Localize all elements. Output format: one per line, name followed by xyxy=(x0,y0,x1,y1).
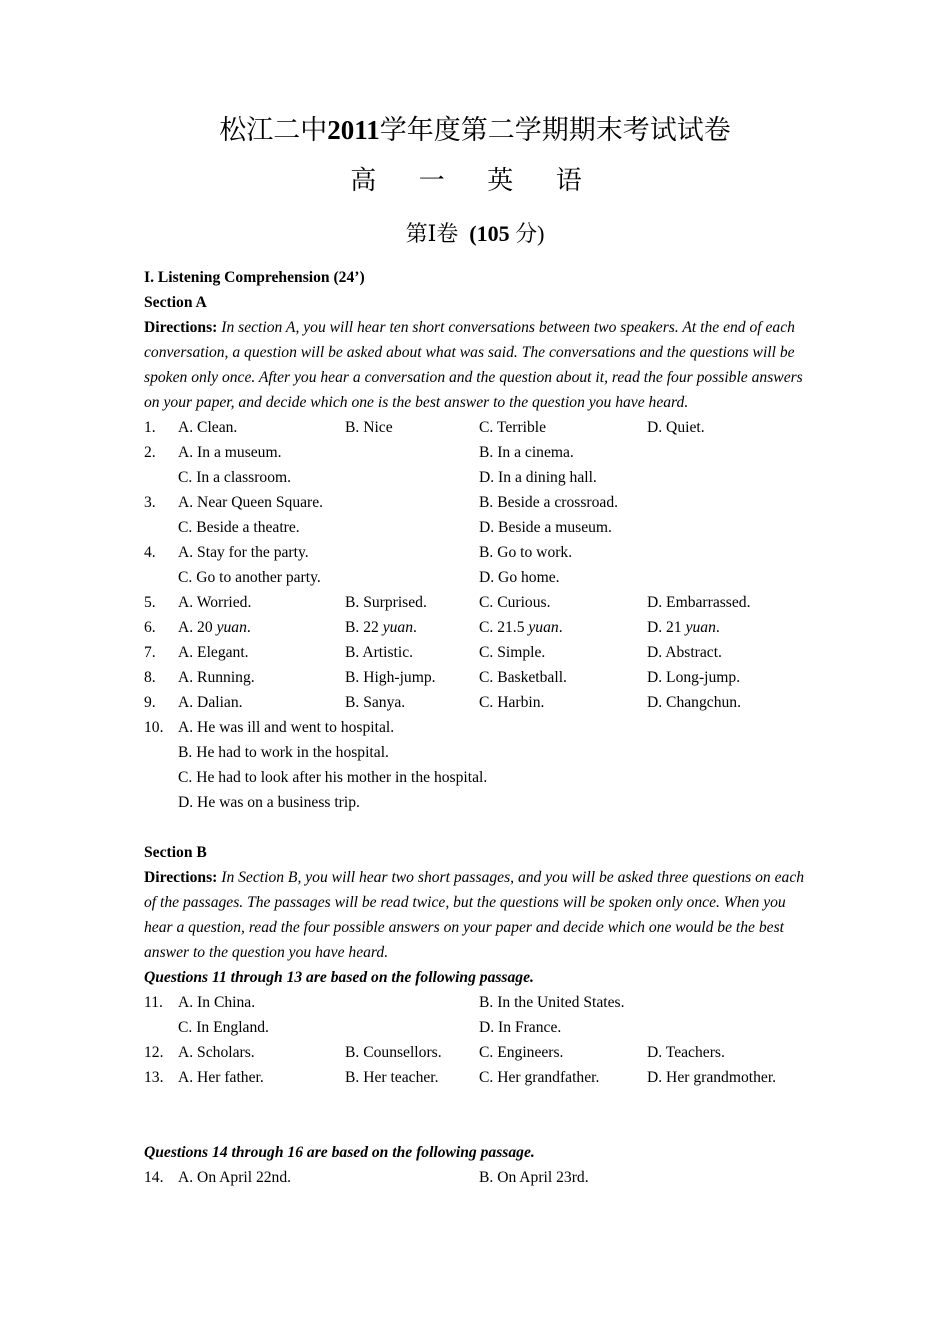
option-d xyxy=(647,615,720,640)
question-number: 1. xyxy=(144,419,156,436)
option-b: B. He had to work in the hospital. xyxy=(178,744,389,761)
question-number: 7. xyxy=(144,644,156,661)
question-number: 11. xyxy=(144,994,163,1011)
option-b-amount: B. 22 xyxy=(345,619,383,636)
title-term: 学年度第二学期期末考试试卷 xyxy=(379,115,731,145)
option-a-period: . xyxy=(246,619,251,636)
option-b: B. Counsellors. xyxy=(345,1044,442,1061)
question-number: 6. xyxy=(144,619,156,636)
passage-1-intro: Questions 11 through 13 are based on the following passage. xyxy=(144,969,534,986)
option-b: B. In the United States. xyxy=(479,994,625,1011)
option-a: A. Dalian. xyxy=(178,694,243,711)
option-b: B. Artistic. xyxy=(345,644,414,661)
option-c: C. Go to another party. xyxy=(178,569,321,586)
question-11 xyxy=(144,990,808,1015)
part1-heading: I. Listening Comprehension (24’) xyxy=(144,269,365,286)
option-b-unit: yuan xyxy=(382,619,414,636)
option-c: C. In a classroom. xyxy=(178,469,292,486)
question-number: 5. xyxy=(144,594,156,611)
option-b-period: . xyxy=(413,619,417,636)
option-c: C. Harbin. xyxy=(479,694,545,711)
question-number: 9. xyxy=(144,694,156,711)
option-d: D. Changchun. xyxy=(647,694,741,711)
option-a: A. Her father. xyxy=(178,1069,264,1086)
option-d: D. Her grandmother. xyxy=(647,1069,777,1086)
option-b: B. Sanya. xyxy=(345,694,406,711)
option-d: D. Long-jump. xyxy=(647,669,741,686)
directions-text: In section A, you will hear ten short conversations between two speakers. At the end of each conversation, a question will be asked about what was said. The conversations and the questions will be spoken only once. After you hear a conversation and the question about it, read the four possible answers on your paper, and decide which one is the best answer to the question you have heard. xyxy=(144,319,803,411)
exam-title xyxy=(0,112,950,148)
question-2-row2 xyxy=(144,465,808,490)
question-3 xyxy=(144,490,808,515)
title-year: 2011 xyxy=(327,115,380,145)
option-c: C. Engineers. xyxy=(479,1044,564,1061)
option-a: A. Near Queen Square. xyxy=(178,494,324,511)
option-d-unit: yuan xyxy=(685,619,716,636)
option-a: A. In China. xyxy=(178,994,256,1011)
option-a: A. Worried. xyxy=(178,594,252,611)
directions-text: In Section B, you will hear two short passages, and you will be asked three questions on each of the passages. The passages will be read twice, but the questions will be spoken only once. When you hear a question, read the four possible answers on your paper and decide which one would be the best answer to the question you have heard. xyxy=(144,869,805,961)
question-number: 13. xyxy=(144,1069,164,1086)
spacer xyxy=(144,1090,808,1115)
option-c: C. Basketball. xyxy=(479,669,567,686)
question-4-row2 xyxy=(144,565,808,590)
volume-score: (105 xyxy=(469,221,510,246)
question-number: 4. xyxy=(144,544,156,561)
question-9 xyxy=(144,690,808,715)
question-10-row3 xyxy=(144,765,808,790)
option-b: B. Go to work. xyxy=(479,544,573,561)
exam-subject: 高 一 英 语 xyxy=(350,166,600,195)
option-a: A. He was ill and went to hospital. xyxy=(178,719,395,736)
passage-2-intro: Questions 14 through 16 are based on the following passage. xyxy=(144,1144,535,1161)
option-a: A. On April 22nd. xyxy=(178,1169,292,1186)
question-14 xyxy=(144,1165,808,1190)
question-3-row2 xyxy=(144,515,808,540)
section-a-directions xyxy=(144,315,808,415)
volume-unit: 分) xyxy=(515,221,545,246)
question-10-row2 xyxy=(144,740,808,765)
option-c: C. Simple. xyxy=(479,644,546,661)
option-c: C. He had to look after his mother in the hospital. xyxy=(178,769,488,786)
question-2 xyxy=(144,440,808,465)
question-4 xyxy=(144,540,808,565)
option-c: C. In England. xyxy=(178,1019,269,1036)
option-b: B. High-jump. xyxy=(345,669,436,686)
spacer xyxy=(144,1115,808,1140)
option-c-period: . xyxy=(558,619,563,636)
question-number: 2. xyxy=(144,444,156,461)
option-a: A. Elegant. xyxy=(178,644,249,661)
option-c-amount: C. 21.5 xyxy=(479,619,529,636)
option-c: C. Terrible xyxy=(479,419,547,436)
question-13 xyxy=(144,1065,808,1090)
question-11-row2 xyxy=(144,1015,808,1040)
option-d-amount: D. 21 xyxy=(647,619,686,636)
option-d: D. Go home. xyxy=(479,569,560,586)
exam-volume xyxy=(0,218,950,250)
option-b: B. Nice xyxy=(345,419,393,436)
option-d: D. He was on a business trip. xyxy=(178,794,360,811)
option-b: B. On April 23rd. xyxy=(479,1169,589,1186)
option-b xyxy=(345,615,417,640)
option-d: D. In France. xyxy=(479,1019,562,1036)
option-b: B. Surprised. xyxy=(345,594,427,611)
option-d-period: . xyxy=(715,619,720,636)
directions-label: Directions: xyxy=(144,869,218,886)
volume-label: 第Ⅰ卷 xyxy=(405,221,459,246)
option-b: B. Beside a crossroad. xyxy=(479,494,619,511)
question-10 xyxy=(144,715,808,740)
question-6 xyxy=(144,615,808,640)
section-b-directions xyxy=(144,865,808,965)
option-c: C. Her grandfather. xyxy=(479,1069,600,1086)
option-a: A. Scholars. xyxy=(178,1044,255,1061)
directions-label: Directions: xyxy=(144,319,218,336)
question-number: 8. xyxy=(144,669,156,686)
option-d: D. In a dining hall. xyxy=(479,469,597,486)
question-8 xyxy=(144,665,808,690)
option-b: B. In a cinema. xyxy=(479,444,574,461)
question-number: 12. xyxy=(144,1044,164,1061)
option-a-unit: yuan xyxy=(216,619,247,636)
question-5 xyxy=(144,590,808,615)
option-c xyxy=(479,615,563,640)
question-12 xyxy=(144,1040,808,1065)
spacer xyxy=(144,815,808,840)
option-a xyxy=(178,615,251,640)
question-1 xyxy=(144,415,808,440)
option-a: A. Running. xyxy=(178,669,255,686)
section-a-title: Section A xyxy=(144,294,207,311)
option-d: D. Teachers. xyxy=(647,1044,725,1061)
option-d: D. Abstract. xyxy=(647,644,722,661)
option-a: A. Stay for the party. xyxy=(178,544,309,561)
option-c-unit: yuan xyxy=(528,619,559,636)
title-school: 松江二中 xyxy=(219,115,328,145)
question-number: 10. xyxy=(144,719,164,736)
option-c: C. Curious. xyxy=(479,594,551,611)
option-a: A. In a museum. xyxy=(178,444,282,461)
option-d: D. Embarrassed. xyxy=(647,594,751,611)
question-number: 14. xyxy=(144,1169,164,1186)
option-b: B. Her teacher. xyxy=(345,1069,439,1086)
question-7 xyxy=(144,640,808,665)
section-b-title: Section B xyxy=(144,844,207,861)
option-a-amount: A. 20 xyxy=(178,619,217,636)
exam-body xyxy=(144,265,808,1190)
question-number: 3. xyxy=(144,494,156,511)
option-a: A. Clean. xyxy=(178,419,238,436)
question-10-row4 xyxy=(144,790,808,815)
option-d: D. Beside a museum. xyxy=(479,519,612,536)
option-c: C. Beside a theatre. xyxy=(178,519,300,536)
option-d: D. Quiet. xyxy=(647,419,705,436)
